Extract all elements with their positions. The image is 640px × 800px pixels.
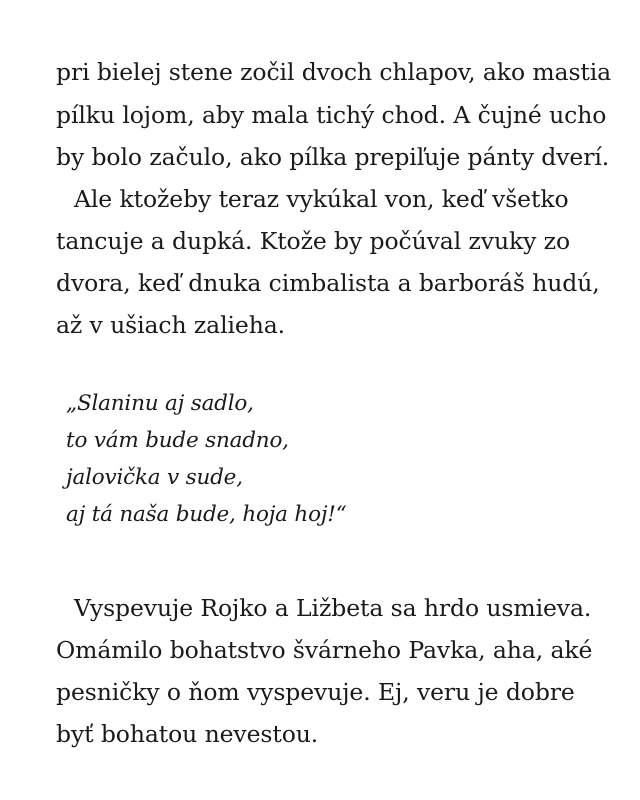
- verse-line: aj tá naša bude, hoja hoj!“: [66, 502, 347, 527]
- text-line: Omámilo bohatstvo švárneho Pavka, aha, aké: [56, 636, 593, 664]
- text-line: Vyspevuje Rojko a Ližbeta sa hrdo usmieva.: [74, 594, 592, 622]
- verse-line: jalovička v sude,: [66, 465, 243, 490]
- text-line: pílku lojom, aby mala tichý chod. A čujné ucho: [56, 101, 607, 129]
- verse-line: to vám bude snadno,: [66, 428, 289, 453]
- text-line: byť bohatou nevestou.: [56, 720, 319, 748]
- text-line: pesničky o ňom vyspevuje. Ej, veru je dobre: [56, 678, 575, 706]
- verse-line: „Slaninu aj sadlo,: [66, 391, 254, 416]
- text-line: až v ušiach zalieha.: [56, 311, 286, 339]
- text-line: by bolo začulo, ako pílka prepiľuje pánty dverí.: [56, 143, 610, 171]
- text-line: tancuje a dupká. Ktože by počúval zvuky zo: [56, 227, 571, 255]
- text-line: Ale ktožeby teraz vykúkal von, keď všetko: [74, 185, 569, 213]
- text-line: dvora, keď dnuka cimbalista a barboráš hudú,: [56, 269, 600, 297]
- text-line: pri bielej stene zočil dvoch chlapov, ako mastia: [56, 58, 612, 86]
